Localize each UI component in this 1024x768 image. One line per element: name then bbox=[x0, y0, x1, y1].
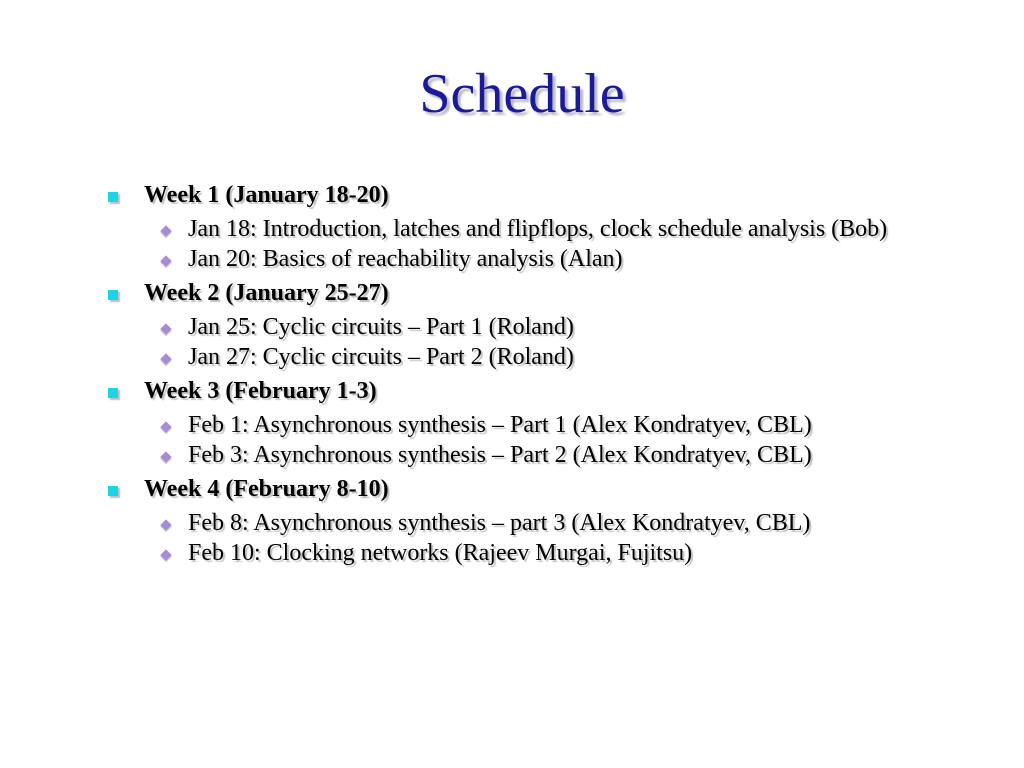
schedule-item bbox=[104, 510, 984, 536]
schedule-item bbox=[104, 412, 984, 438]
schedule-item bbox=[104, 216, 984, 242]
week-heading bbox=[104, 178, 984, 212]
schedule-item-text: Feb 1: Asynchronous synthesis – Part 1 (Alex Kondratyev, CBL) bbox=[188, 412, 812, 438]
diamond-bullet-icon bbox=[160, 451, 171, 462]
schedule-item-text: Feb 10: Clocking networks (Rajeev Murgai, Fujitsu) bbox=[188, 540, 693, 566]
week-heading-text: Week 3 (February 1-3) bbox=[144, 378, 377, 404]
week-heading-text: Week 1 (January 18-20) bbox=[144, 182, 389, 208]
week-heading bbox=[104, 276, 984, 310]
schedule-item-text: Feb 8: Asynchronous synthesis – part 3 (Alex Kondratyev, CBL) bbox=[188, 510, 811, 536]
diamond-bullet-icon bbox=[160, 519, 171, 530]
week-heading bbox=[104, 374, 984, 408]
week-heading bbox=[104, 472, 984, 506]
schedule-item bbox=[104, 314, 984, 340]
diamond-bullet-icon bbox=[160, 323, 171, 334]
schedule-list bbox=[104, 178, 984, 570]
schedule-item bbox=[104, 442, 984, 468]
schedule-item-text: Jan 18: Introduction, latches and flipflops, clock schedule analysis (Bob) bbox=[188, 216, 888, 242]
slide-title: Schedule bbox=[419, 63, 625, 125]
diamond-bullet-icon bbox=[160, 421, 171, 432]
schedule-item bbox=[104, 344, 984, 370]
schedule-item-text: Jan 25: Cyclic circuits – Part 1 (Roland) bbox=[188, 314, 574, 340]
schedule-item-text: Jan 27: Cyclic circuits – Part 2 (Roland) bbox=[188, 344, 574, 370]
diamond-bullet-icon bbox=[160, 353, 171, 364]
schedule-item bbox=[104, 540, 984, 566]
schedule-item-text: Feb 3: Asynchronous synthesis – Part 2 (Alex Kondratyev, CBL) bbox=[188, 442, 812, 468]
square-bullet-icon bbox=[108, 192, 118, 202]
schedule-item bbox=[104, 246, 984, 272]
week-heading-text: Week 2 (January 25-27) bbox=[144, 280, 389, 306]
square-bullet-icon bbox=[108, 388, 118, 398]
schedule-item-text: Jan 20: Basics of reachability analysis (Alan) bbox=[188, 246, 623, 272]
square-bullet-icon bbox=[108, 290, 118, 300]
week-heading-text: Week 4 (February 8-10) bbox=[144, 476, 389, 502]
diamond-bullet-icon bbox=[160, 549, 171, 560]
diamond-bullet-icon bbox=[160, 225, 171, 236]
diamond-bullet-icon bbox=[160, 255, 171, 266]
square-bullet-icon bbox=[108, 486, 118, 496]
